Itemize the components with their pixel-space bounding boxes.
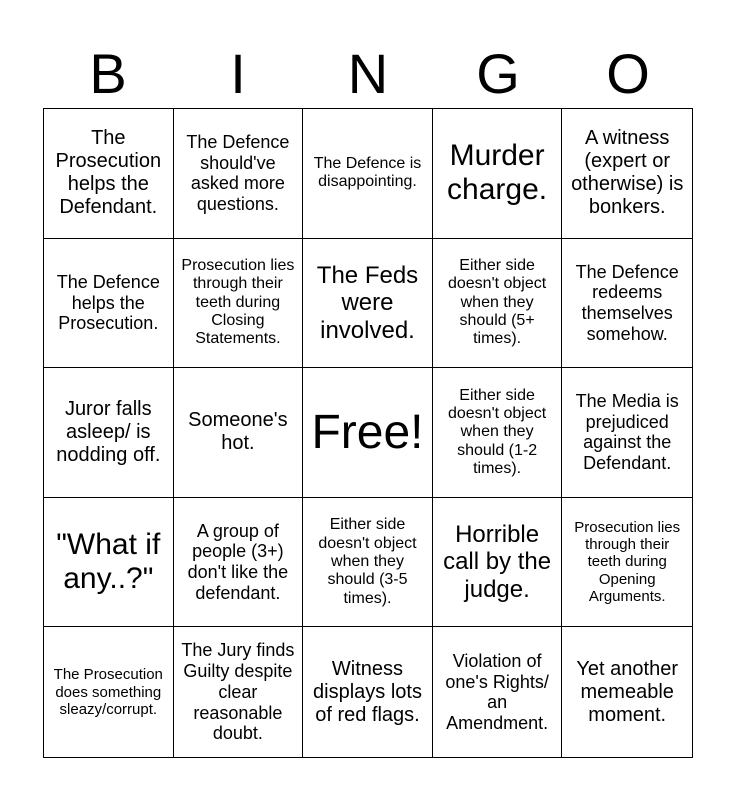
- bingo-cell[interactable]: [433, 627, 563, 757]
- cell-text: The Media is prejudiced against the Defendant.: [575, 391, 679, 474]
- cell-text: Prosecution lies through their teeth during Closing Statements.: [181, 256, 295, 348]
- cell-text: Either side doesn't object when they should (1-2 times).: [447, 386, 547, 478]
- header-letter-i: I: [230, 42, 246, 105]
- cell-text: Juror falls asleep/ is nodding off.: [56, 397, 161, 466]
- bingo-header: [43, 40, 693, 108]
- cell-text: The Jury finds Guilty despite clear reasonable doubt.: [181, 640, 295, 744]
- bingo-cell[interactable]: [44, 498, 174, 628]
- bingo-cell[interactable]: [44, 368, 174, 498]
- cell-text: Either side doesn't object when they should (5+ times).: [447, 256, 547, 348]
- cell-text: A witness (expert or otherwise) is bonkers.: [571, 127, 684, 219]
- bingo-cell[interactable]: [174, 627, 304, 757]
- cell-text: Witness displays lots of red flags.: [313, 657, 422, 726]
- bingo-cell[interactable]: [562, 498, 692, 628]
- bingo-cell[interactable]: [174, 498, 304, 628]
- cell-text: Either side doesn't object when they should (3-5 times).: [318, 516, 417, 607]
- cell-text: Murder charge.: [447, 138, 548, 207]
- bingo-cell[interactable]: [303, 239, 433, 369]
- header-letter-n: N: [347, 42, 389, 105]
- cell-text: The Prosecution does something sleazy/corrupt.: [53, 666, 163, 718]
- cell-text: Someone's hot.: [188, 409, 288, 455]
- bingo-cell[interactable]: [44, 627, 174, 757]
- bingo-cell[interactable]: [562, 239, 692, 369]
- cell-text: Yet another memeable moment.: [576, 657, 678, 726]
- bingo-cell[interactable]: [433, 368, 563, 498]
- bingo-cell[interactable]: [174, 239, 304, 369]
- bingo-cell[interactable]: [174, 109, 304, 239]
- header-letter-b: B: [89, 42, 127, 105]
- cell-text: The Defence should've asked more questions.: [186, 131, 290, 214]
- bingo-cell[interactable]: [174, 368, 304, 498]
- cell-text: The Prosecution helps the Defendant.: [55, 127, 162, 219]
- cell-text: Prosecution lies through their teeth during Opening Arguments.: [574, 518, 681, 605]
- bingo-cell[interactable]: [303, 109, 433, 239]
- bingo-board: [43, 108, 693, 758]
- cell-text: A group of people (3+) don't like the defendant.: [187, 520, 289, 603]
- cell-text: The Feds were involved.: [316, 261, 419, 344]
- bingo-cell[interactable]: [44, 109, 174, 239]
- bingo-cell[interactable]: [562, 368, 692, 498]
- header-letter-g: G: [476, 42, 520, 105]
- bingo-cell[interactable]: [433, 109, 563, 239]
- bingo-cell[interactable]: [303, 627, 433, 757]
- free-space[interactable]: [303, 368, 433, 498]
- bingo-cell[interactable]: [44, 239, 174, 369]
- bingo-cell[interactable]: [433, 498, 563, 628]
- bingo-cell[interactable]: [562, 109, 692, 239]
- bingo-cell[interactable]: [433, 239, 563, 369]
- bingo-cell[interactable]: [303, 498, 433, 628]
- cell-text: "What if any..?": [56, 527, 161, 596]
- cell-text: Violation of one's Rights/ an Amendment.: [445, 650, 549, 733]
- cell-text: Horrible call by the judge.: [443, 520, 552, 603]
- cell-text: The Defence helps the Prosecution.: [56, 271, 160, 334]
- header-letter-o: O: [606, 42, 650, 105]
- bingo-cell[interactable]: [562, 627, 692, 757]
- cell-text: The Defence redeems themselves somehow.: [575, 261, 679, 344]
- cell-text: The Defence is disappointing.: [313, 154, 422, 191]
- free-space-text: Free!: [311, 405, 424, 459]
